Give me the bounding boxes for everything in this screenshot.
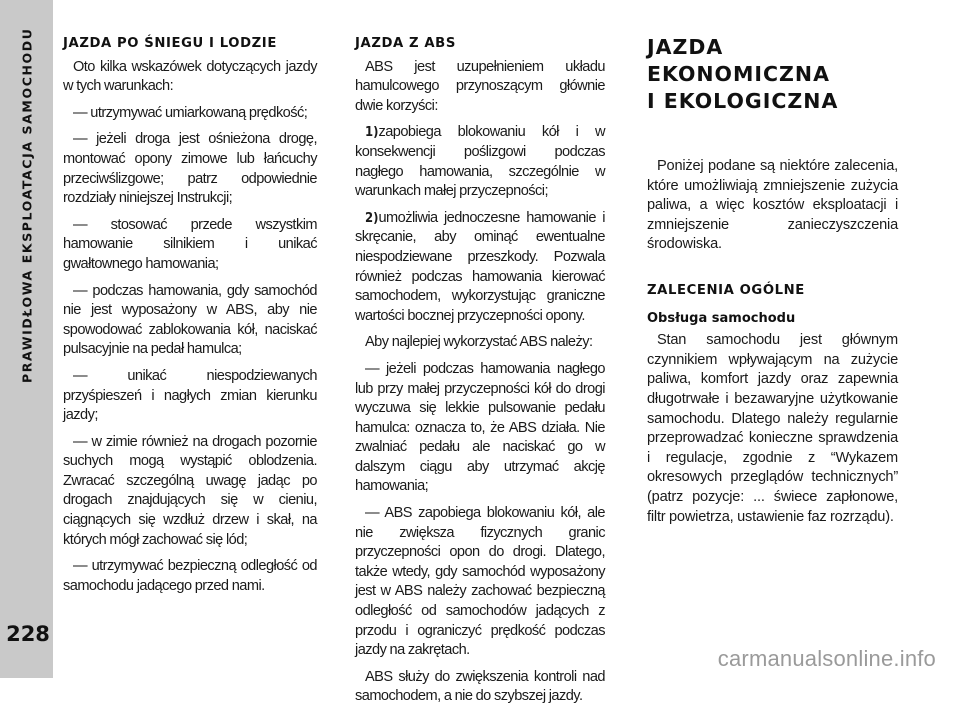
paragraph: ABS jest uzupełnieniem układu hamulcowego przynoszącym głównie dwie korzyści: [355, 58, 605, 114]
bullet-item: — podczas hamowania, gdy samochód nie jest wyposażony w ABS, aby nie spowodować zablokowania kół, naciskać pulsacyjnie na pedał hamulca; [63, 282, 317, 358]
bullet-item: — unikać niespodziewanych przyśpieszeń i nagłych zmian kierunku jazdy; [63, 367, 317, 424]
item-text: zapobiega blokowaniu kół i w konsekwencji poślizgowi podczas nagłego hamowania, szczególnie w warunkach małej przyczepności; [355, 124, 605, 200]
heading-snow-ice: JAZDA PO ŚNIEGU I LODZIE [63, 36, 277, 51]
sub-heading-maintenance: Obsługa samochodu [647, 310, 796, 326]
paragraph: Oto kilka wskazówek dotyczących jazdy w tych warunkach: [63, 58, 317, 95]
paragraph: Stan samochodu jest głównym czynnikiem wpływającym na zużycie paliwa, komfort jazdy oraz zapewnia długotrwałe i bezawaryjne użytkowanie samochodu. Dlatego należy regularnie przeprowadzać konieczne sprawdzenia i regulacje, zgodnie z “Wykazem okresowych przeglądów technicznych” (patrz pozycje: ... świece zapłonowe, filtr powietrza, ustawienie faz rozrządu). [647, 332, 898, 525]
column-eco-driving [647, 34, 898, 534]
bullet-item: — stosować przede wszystkim hamowanie silnikiem i unikać gwałtownego hamowania; [63, 216, 317, 272]
numbered-item-1 [355, 123, 605, 201]
paragraph: ABS służy do zwiększenia kontroli nad samochodem, a nie do szybszej jazdy. [355, 668, 605, 705]
heading-general-recommendations: ZALECENIA OGÓLNE [647, 282, 805, 298]
bullet-item: — jeżeli droga jest ośnieżona drogę, montować opony zimowe lub łańcuchy przeciwślizgowe; patrz odpowiednie rozdziały niniejszej Instrukcji; [63, 131, 317, 207]
bullet-item: — utrzymywać bezpieczną odległość od samochodu jadącego przed nami. [63, 558, 317, 594]
item-number: 1) [365, 125, 379, 141]
numbered-item-2 [355, 209, 605, 327]
item-number: 2) [365, 210, 379, 226]
chapter-title [647, 34, 898, 115]
paragraph: Aby najlepiej wykorzystać ABS należy: [365, 334, 593, 351]
paragraph: Poniżej podane są niektóre zalecenia, które umożliwiają zmniejszenie zużycia paliwa, a więc kosztów eksploatacji i zmniejszenie zanieczyszczenia środowiska. [647, 158, 898, 253]
bullet-item: — w zimie również na drogach pozornie suchych mogą wystąpić oblodzenia. Zwracać szczególną uwagę jadąc po drogach znajdujących się w cieniu, ciągnących się wzdłuż drzew i skał, na których mógł zachować się lód; [63, 433, 317, 548]
section-title-vertical: PRAWIDŁOWA EKSPLOATACJA SAMOCHODU [19, 28, 35, 384]
item-text: umożliwia jednoczesne hamowanie i skręcanie, aby ominąć ewentualne niespodziewane przeszkody. Pozwala również podczas hamowania kierować samochodem, wykorzystując graniczne wartości bocznej przyczepności opony. [355, 209, 605, 324]
heading-abs: JAZDA Z ABS [355, 36, 456, 51]
watermark: carmanualsonline.info [717, 646, 936, 671]
page-number: 228 [6, 622, 50, 646]
bullet-item: — utrzymywać umiarkowaną prędkość; [73, 104, 308, 121]
column-snow-ice [63, 34, 317, 603]
chapter-title-line: I EKOLOGICZNA [647, 89, 839, 113]
chapter-title-line: EKONOMICZNA [647, 62, 830, 86]
bullet-item: — ABS zapobiega blokowaniu kół, ale nie zwiększa fizycznych granic przyczepności opon do drogi. Dlatego, także wtedy, gdy samochód wyposażony jest w ABS należy zachować bezpieczną odległość od samochodów jadących z przodu i ograniczyć prędkość podczas jazdy na zakrętach. [355, 505, 605, 659]
bullet-item: — jeżeli podczas hamowania nagłego lub przy małej przyczepności kół do drogi wyczuwa się lekkie pulsowanie pedału hamulca: oznacza to, że ABS działa. Nie zwalniać pedału ale naciskać go w dalszym ciągu aby utrzymać akcję hamowania; [355, 360, 605, 495]
column-abs [355, 34, 605, 714]
chapter-title-line: JAZDA [647, 35, 724, 59]
